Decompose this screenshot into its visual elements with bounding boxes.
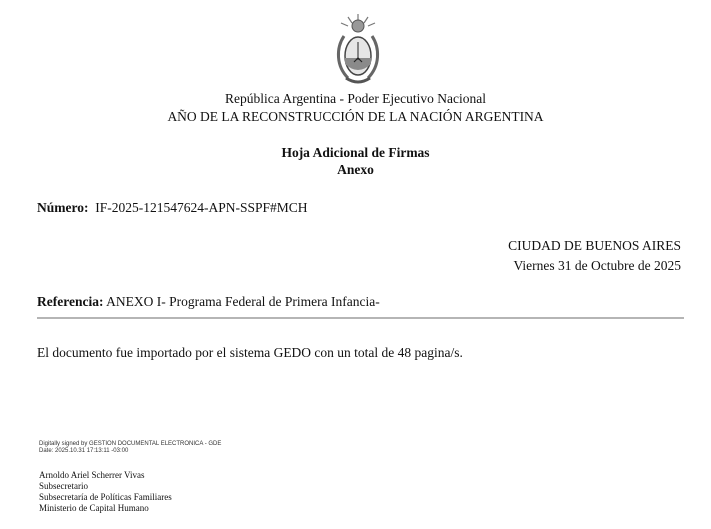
numero-label: Número:: [37, 200, 89, 215]
document-subtitle: Anexo: [337, 162, 374, 177]
location-date: Viernes 31 de Octubre de 2025: [513, 258, 681, 273]
digital-signature-line-1: Digitally signed by GESTION DOCUMENTAL ELECTRONICA - GDE: [39, 441, 222, 447]
referencia-value: ANEXO I- Programa Federal de Primera Infancia-: [106, 294, 380, 309]
signer-name: Arnoldo Ariel Scherrer Vivas: [39, 470, 145, 480]
coat-of-arms-argentina-icon: [334, 14, 382, 88]
signer-ministry: Ministerio de Capital Humano: [39, 503, 149, 513]
signer-position: Subsecretario: [39, 481, 88, 491]
signer-office: Subsecretaría de Políticas Familiares: [39, 492, 172, 502]
header-line-1: República Argentina - Poder Ejecutivo Nacional: [224, 91, 487, 106]
divider: [37, 317, 684, 319]
header-line-2: AÑO DE LA RECONSTRUCCIÓN DE LA NACIÓN ARGENTINA: [167, 109, 544, 124]
referencia-row: [37, 294, 380, 310]
numero-row: [37, 200, 308, 216]
numero-value: IF-2025-121547624-APN-SSPF#MCH: [95, 200, 308, 215]
body-text: El documento fue importado por el sistema GEDO con un total de 48 pagina/s.: [37, 345, 463, 360]
digital-signature-line-2: Date: 2025.10.31 17:13:11 -03:00: [39, 448, 129, 454]
location-city: CIUDAD DE BUENOS AIRES: [508, 238, 681, 253]
document-title: Hoja Adicional de Firmas: [281, 145, 430, 160]
referencia-label: Referencia:: [37, 294, 104, 309]
